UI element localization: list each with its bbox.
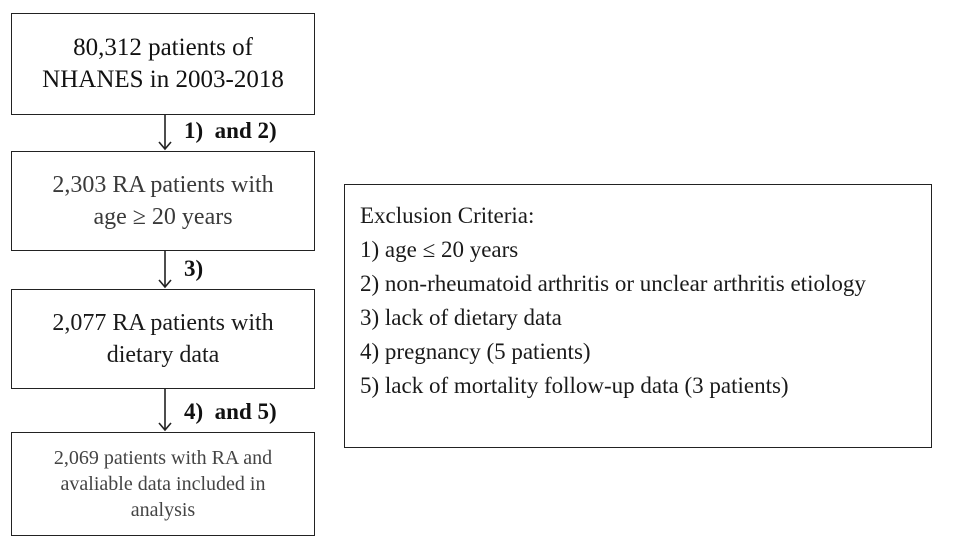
step-label-2: 3) — [184, 256, 204, 281]
box-final-analysis — [11, 432, 315, 536]
exclusion-criterion-5: 5) lack of mortality follow-up data (3 patients) — [360, 373, 789, 398]
box-final-analysis-line-3: analysis — [130, 499, 196, 521]
exclusion-criterion-4: 4) pregnancy (5 patients) — [360, 339, 591, 364]
step-label-1: 1) and 2) — [184, 118, 277, 143]
exclusion-criteria-box — [344, 184, 932, 448]
box-ra-age-line-2: age ≥ 20 years — [93, 204, 233, 230]
step-label-3: 4) and 5) — [184, 399, 277, 424]
box-final-analysis-line-2: avaliable data included in — [60, 473, 266, 495]
arrow-2 — [156, 251, 174, 289]
box-total-patients-line-1: 80,312 patients of — [73, 34, 253, 61]
exclusion-criterion-3: 3) lack of dietary data — [360, 305, 562, 330]
box-ra-dietary-line-2: dietary data — [106, 342, 220, 368]
box-ra-dietary-line-1: 2,077 RA patients with — [52, 310, 274, 336]
box-ra-age — [11, 151, 315, 251]
box-ra-age-line-1: 2,303 RA patients with — [52, 172, 274, 198]
exclusion-criterion-2: 2) non-rheumatoid arthritis or unclear arthritis etiology — [360, 271, 866, 296]
arrow-3 — [156, 389, 174, 432]
box-final-analysis-line-1: 2,069 patients with RA and — [53, 447, 273, 469]
box-ra-dietary — [11, 289, 315, 389]
exclusion-criterion-1: 1) age ≤ 20 years — [360, 237, 519, 262]
arrow-1 — [156, 115, 174, 151]
exclusion-criteria-title: Exclusion Criteria: — [360, 203, 535, 228]
box-total-patients — [11, 13, 315, 115]
box-total-patients-line-2: NHANES in 2003-2018 — [42, 66, 284, 93]
